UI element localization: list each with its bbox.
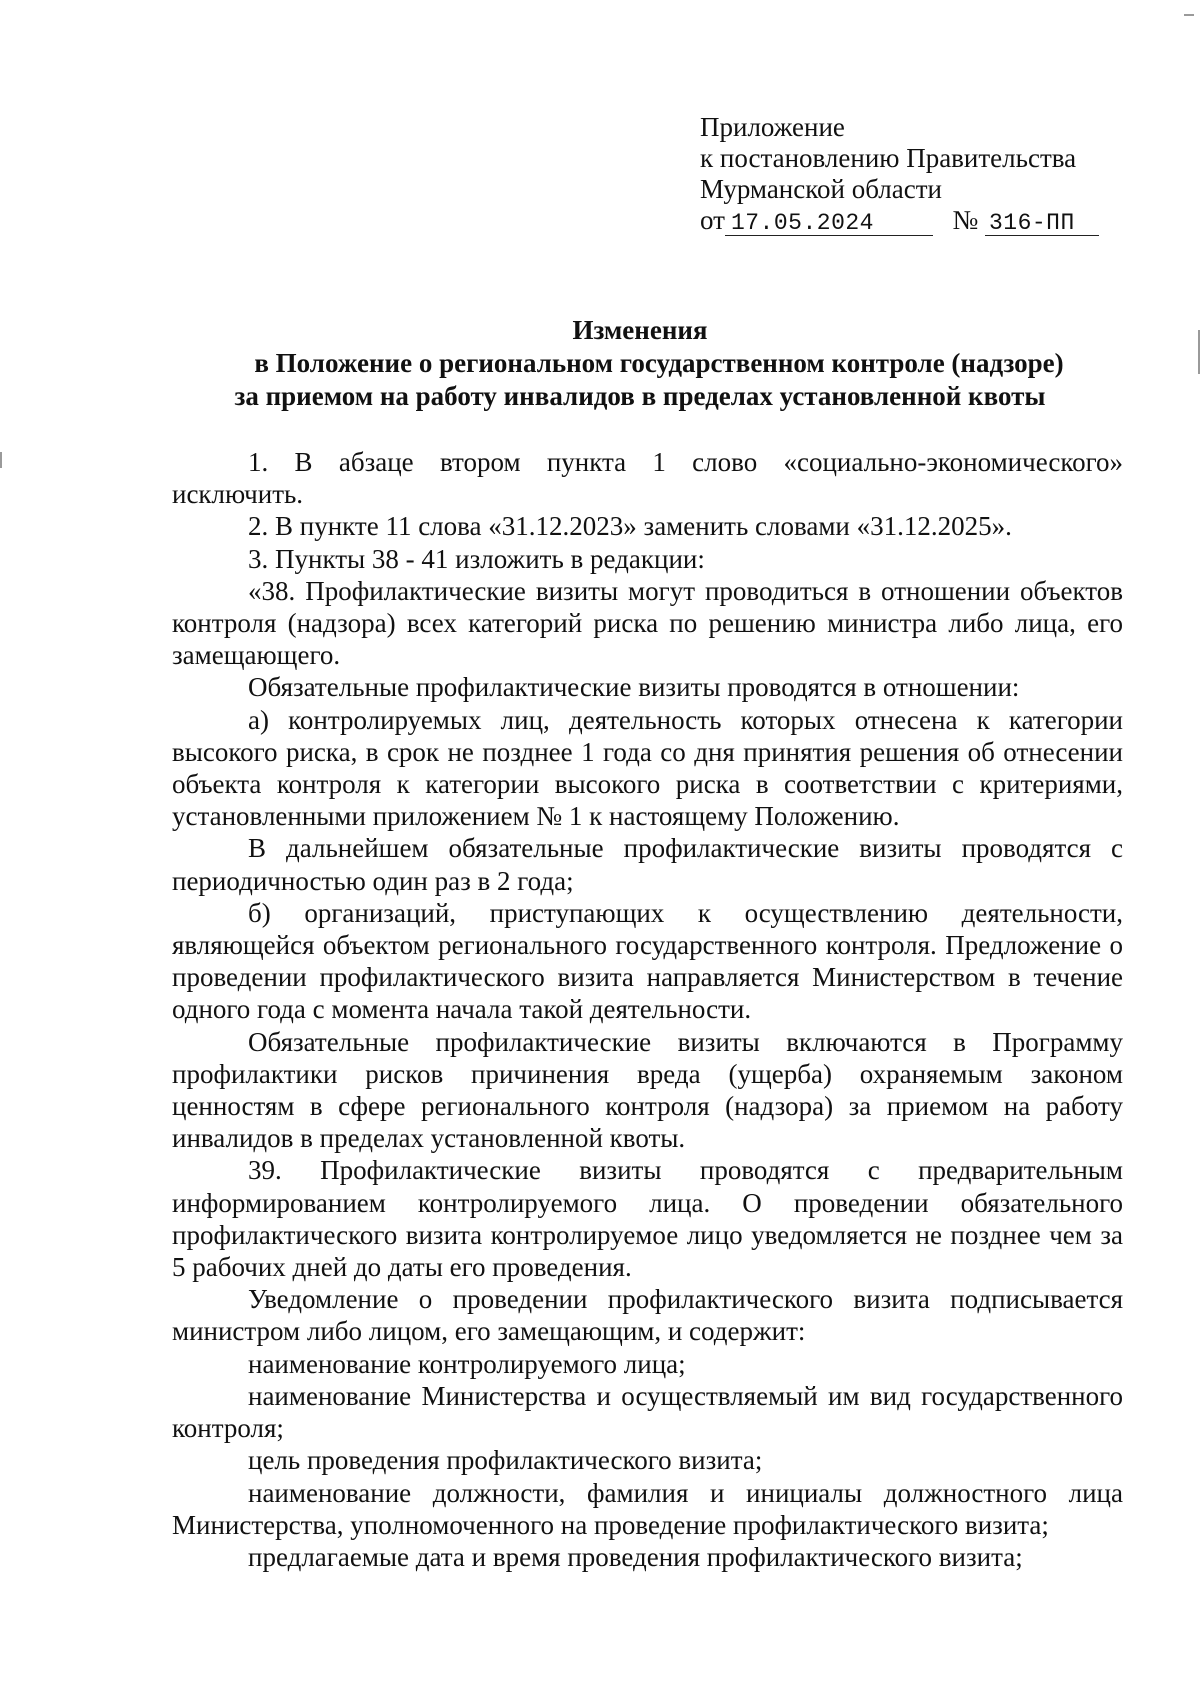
paragraph-39: 39. Профилактические визиты проводятся с предварительным информированием контролируемого лица. О проведении обязательного профилактического визита контролируемое лицо уведомляется не позднее чем за 5 рабочих дней до даты его проведения. xyxy=(172,1155,1123,1283)
scan-edge-mark-left xyxy=(0,452,2,468)
appendix-resolution-ref: к постановлению Правительства xyxy=(700,143,1077,173)
paragraph-notification: Уведомление о проведении профилактического визита подписывается министром либо лицом, его замещающим, и содержит: xyxy=(172,1284,1123,1347)
title-line-2: в Положение о региональном государственном контроле (надзоре) xyxy=(254,348,1064,378)
number-prefix: № xyxy=(952,205,979,235)
paragraph-3: 3. Пункты 38 - 41 изложить в редакции: xyxy=(248,543,705,574)
list-item-date-time: предлагаемые дата и время проведения профилактического визита; xyxy=(248,1541,1023,1572)
list-item-official: наименование должности, фамилия и инициалы должностного лица Министерства, уполномоченного на проведение профилактического визита; xyxy=(172,1477,1123,1540)
title-line-3: за приемом на работу инвалидов в пределах установленной квоты xyxy=(234,381,1046,411)
paragraph-1: 1. В абзаце втором пункта 1 слово «социально-экономического» исключить. xyxy=(172,447,1123,510)
paragraph-further: В дальнейшем обязательные профилактические визиты проводятся с периодичностью один раз в 2 года; xyxy=(172,833,1123,896)
appendix-region: Мурманской области xyxy=(700,174,942,204)
title-line-1: Изменения xyxy=(572,315,708,345)
appendix-date-number-row xyxy=(700,205,1140,236)
paragraph-program: Обязательные профилактические визиты включаются в Программу профилактики рисков причинения вреда (ущерба) охраняемым законом ценностям в сфере регионального контроля (надзора) за приемом на работу инвалидов в пределах установленной квоты. xyxy=(172,1026,1123,1154)
paragraph-2: 2. В пункте 11 слова «31.12.2023» заменить словами «31.12.2025». xyxy=(248,511,1012,542)
document-body xyxy=(172,446,1123,1573)
paragraph-38: «38. Профилактические визиты могут проводиться в отношении объектов контроля (надзора) всех категорий риска по решению министра либо лица, его замещающего. xyxy=(172,575,1123,671)
date-value: 17.05.2024 xyxy=(725,211,933,236)
list-item-purpose: цель проведения профилактического визита; xyxy=(248,1445,763,1476)
appendix-header xyxy=(700,112,1140,236)
document-title xyxy=(140,314,1140,413)
list-item-controlled-person: наименование контролируемого лица; xyxy=(248,1348,686,1379)
paragraph-item-b: б) организаций, приступающих к осуществлению деятельности, являющейся объектом регионального государственного контроля. Предложение о проведении профилактического визита направляется Министерством в течение одного года с момента начала такой деятельности. xyxy=(172,897,1123,1025)
date-prefix: от xyxy=(700,205,725,235)
list-item-ministry: наименование Министерства и осуществляемый им вид государственного контроля; xyxy=(172,1380,1123,1444)
number-value: 316-ПП xyxy=(985,211,1099,236)
paragraph-mandatory-visits: Обязательные профилактические визиты проводятся в отношении: xyxy=(248,672,1020,703)
scan-edge-mark-top-right xyxy=(1184,14,1194,16)
paragraph-item-a: а) контролируемых лиц, деятельность которых отнесена к категории высокого риска, в срок не позднее 1 года со дня принятия решения об отнесении объекта контроля к категории высокого риска в соответствии с критериями, установленными приложением № 1 к настоящему Положению. xyxy=(172,704,1123,832)
appendix-title: Приложение xyxy=(700,112,845,142)
